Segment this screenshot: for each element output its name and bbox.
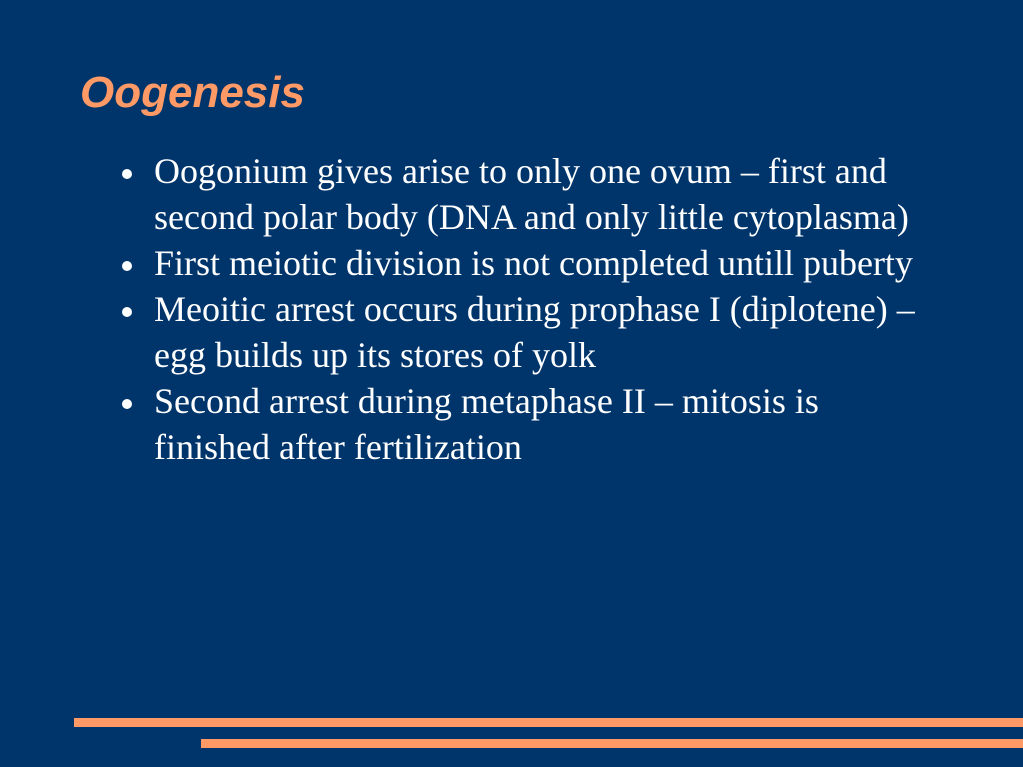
slide-title: Oogenesis	[80, 68, 305, 117]
bullet-item	[118, 286, 938, 378]
bullet-list	[118, 148, 938, 470]
decorative-bar-top	[74, 718, 1023, 727]
bullet-text: Meoitic arrest occurs during prophase I (diplotene) – egg builds up its stores of yolk	[154, 289, 915, 375]
bullet-dot-icon	[122, 399, 132, 409]
bullet-dot-icon	[122, 261, 132, 271]
bullet-item	[118, 240, 938, 286]
bullet-text: First meiotic division is not completed untill puberty	[154, 243, 913, 283]
decorative-bar-bottom	[201, 739, 1023, 748]
bullet-text: Oogonium gives arise to only one ovum – first and second polar body (DNA and only little cytoplasma)	[154, 151, 909, 237]
bullet-dot-icon	[122, 169, 132, 179]
bullet-item	[118, 148, 938, 240]
bullet-text: Second arrest during metaphase II – mitosis is finished after fertilization	[154, 381, 819, 467]
bullet-dot-icon	[122, 307, 132, 317]
bullet-item	[118, 378, 938, 470]
